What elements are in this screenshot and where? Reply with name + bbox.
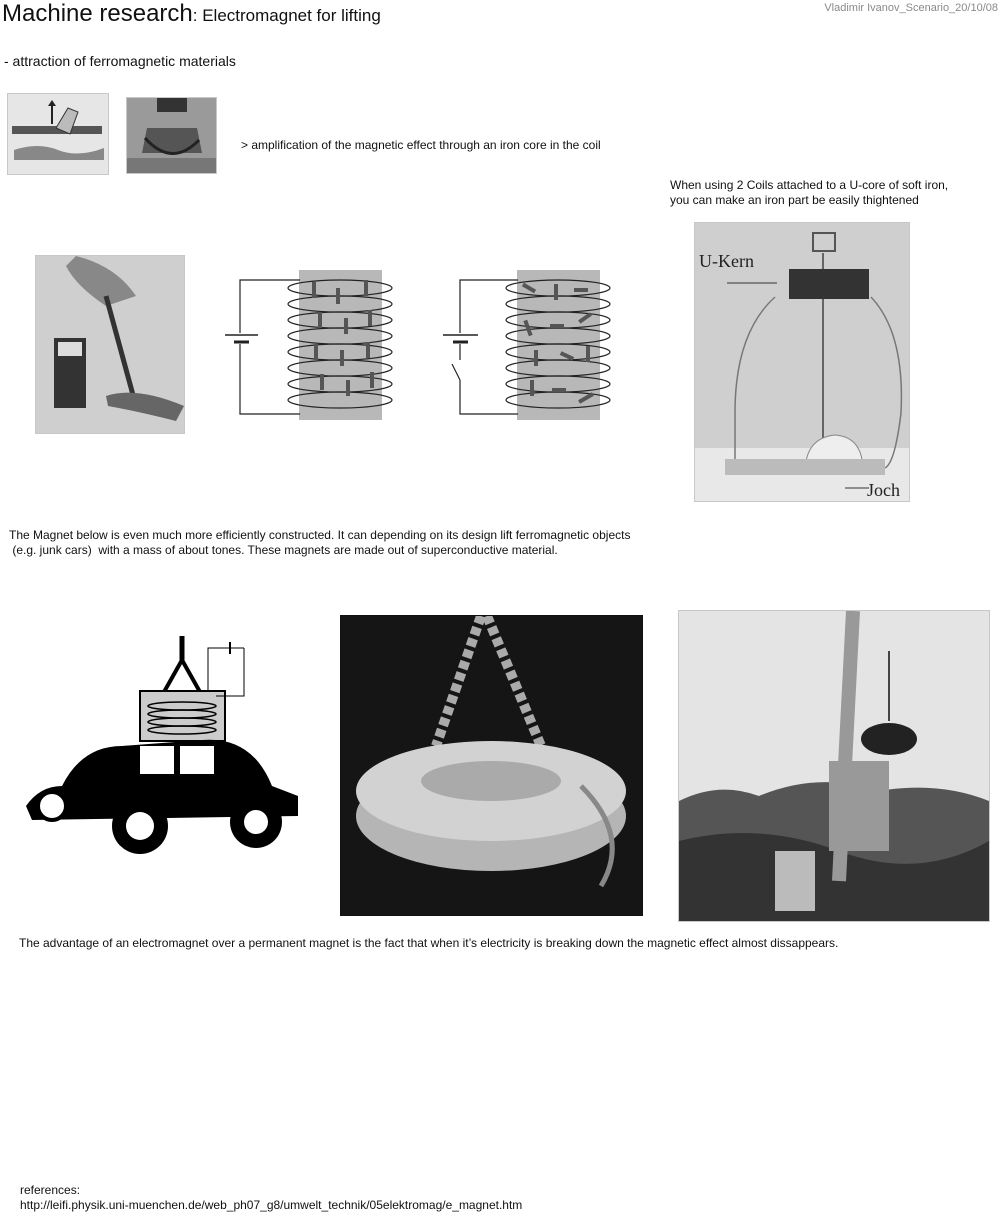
coil-note-line2: you can make an iron part be easily thightened: [670, 193, 919, 207]
car-electromagnet-drawing: [22, 636, 302, 858]
battery-nail-image: [35, 255, 185, 434]
coil-note-line1: When using 2 Coils attached to a U-core of soft iron,: [670, 178, 949, 192]
crane-scrapyard-photo: [678, 610, 990, 922]
hand-lifting-image: [7, 93, 109, 175]
amplification-note: > amplification of the magnetic effect through an iron core in the coil: [241, 138, 601, 152]
title-sub: : Electromagnet for lifting: [192, 6, 381, 25]
coil-note: [670, 178, 948, 208]
u-core-photo: [694, 222, 910, 502]
title-main: Machine research: [2, 0, 193, 27]
advantage-paragraph: The advantage of an electromagnet over a permanent magnet is the fact that when it’s electricity is breaking down the magnetic effect almost dissappears.: [19, 936, 839, 950]
page-title: [2, 0, 381, 28]
author-label: Vladimir Ivanov_Scenario_20/10/08: [824, 2, 998, 14]
references-url[interactable]: http://leifi.physik.uni-muenchen.de/web_ph07_g8/umwelt_technik/05elektromag/e_magnet.htm: [20, 1198, 523, 1212]
references: [20, 1183, 522, 1213]
lifting-magnet-photo: [340, 615, 643, 916]
joch-label: Joch: [867, 480, 900, 500]
magnet-paragraph-line2: (e.g. junk cars) with a mass of about tones. These magnets are made out of superconductive material.: [9, 543, 558, 557]
coil-diagram-open: [438, 268, 618, 423]
magnet-paragraph: [9, 528, 630, 558]
coil-diagram-closed: [220, 268, 400, 423]
u-kern-label: U-Kern: [699, 251, 754, 271]
magnet-paragraph-line1: The Magnet below is even much more efficiently constructed. It can depending on its design lift ferromagnetic objects: [9, 528, 631, 542]
bullet-text: - attraction of ferromagnetic materials: [4, 53, 236, 69]
magnet-filings-image: [126, 97, 217, 174]
references-label: references:: [20, 1183, 81, 1197]
